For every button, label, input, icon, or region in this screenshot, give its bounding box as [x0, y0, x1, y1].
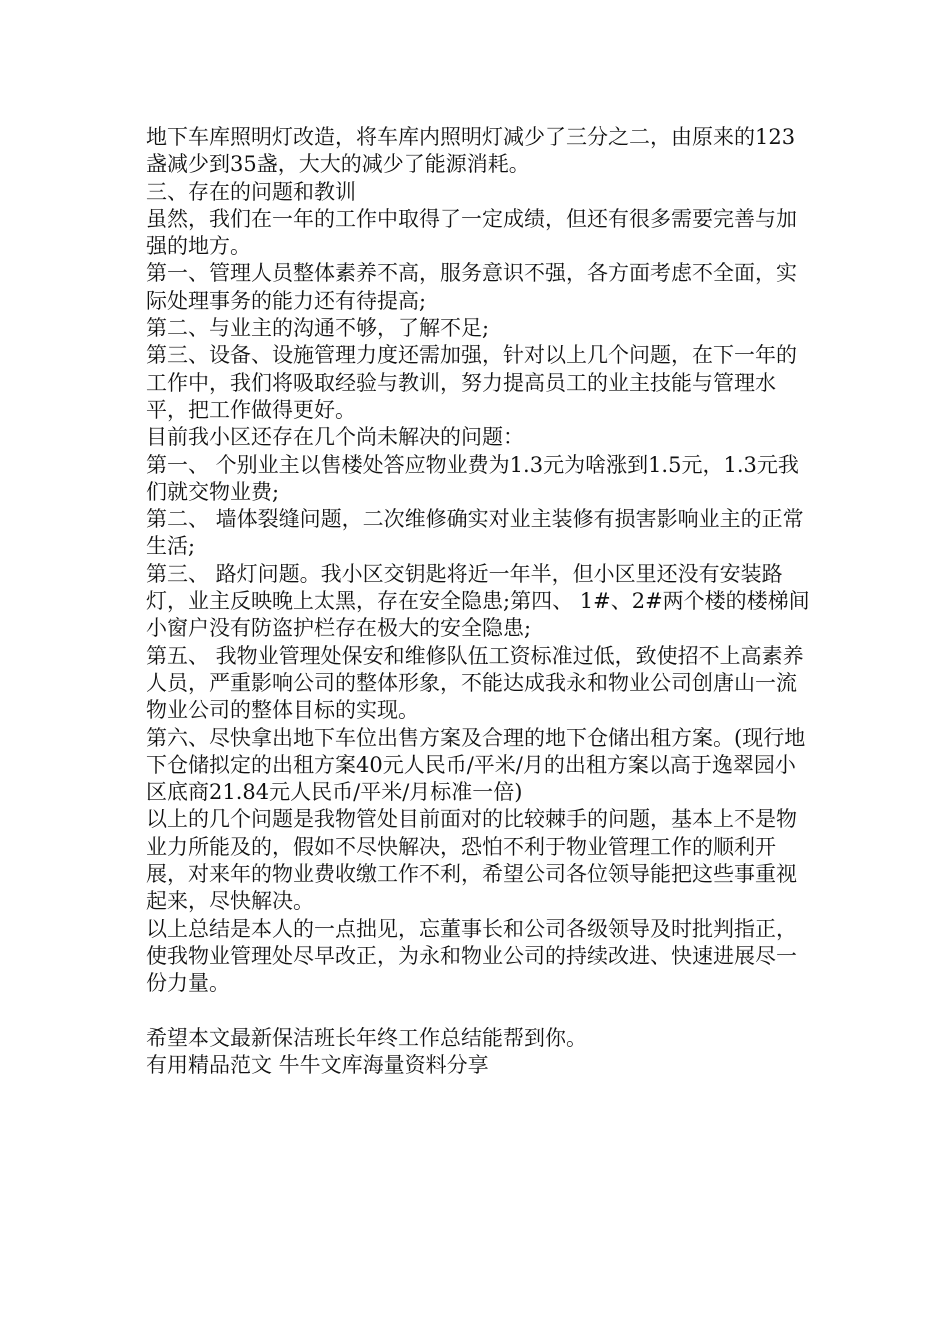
footer-source-line: 有用精品范文 牛牛文库海量资料分享 [146, 1052, 489, 1077]
paragraph-unsolved-6: 第六、尽快拿出地下车位出售方案及合理的地下仓储出租方案。(现行地下仓储拟定的出租方案40元人民币/平米/月的出租方案以高于逸翠园小区底商21.84元人民币/平米/月标准一倍) [146, 725, 806, 805]
closing-line: 希望本文最新保洁班长年终工作总结能帮到你。 [146, 1025, 587, 1050]
paragraph-summary-problems: 以上的几个问题是我物管处目前面对的比较棘手的问题，基本上不是物业力所能及的，假如不尽快解决，恐怕不利于物业管理工作的顺利开展，对来年的物业费收缴工作不利，希望公司各位领导能把这些事重视起来，尽快解决。 [146, 807, 797, 914]
paragraph-issue-2: 第二、与业主的沟通不够，了解不足; [146, 316, 490, 341]
section-heading-problems: 三、存在的问题和教训 [146, 179, 356, 204]
paragraph-intro: 虽然，我们在一年的工作中取得了一定成绩，但还有很多需要完善与加强的地方。 [146, 206, 797, 259]
paragraph-unsolved-5: 第五、 我物业管理处保安和维修队伍工资标准过低，致使招不上高素养人员，严重影响公司的整体形象，不能达成我永和物业公司创唐山一流物业公司的整体目标的实现。 [146, 643, 804, 723]
paragraph-issue-3: 第三、设备、设施管理力度还需加强，针对以上几个问题，在下一年的工作中，我们将吸取经验与教训，努力提高员工的业主技能与管理水平，把工作做得更好。 [146, 343, 797, 422]
paragraph-conclusion: 以上总结是本人的一点拙见，忘董事长和公司各级领导及时批判指正，使我物业管理处尽早改正，为永和物业公司的持续改进、快速进展尽一份力量。 [146, 916, 797, 996]
paragraph-garage-lighting: 地下车库照明灯改造，将车库内照明灯减少了三分之二，由原来的123盏减少到35盏，大大的减少了能源消耗。 [146, 125, 796, 177]
document-body [146, 124, 816, 1079]
paragraph-issue-1: 第一、管理人员整体素养不高，服务意识不强，各方面考虑不全面，实际处理事务的能力还有待提高; [146, 261, 797, 313]
paragraph-unsolved-intro: 目前我小区还存在几个尚未解决的问题： [146, 425, 524, 450]
paragraph-unsolved-3-4: 第三、 路灯问题。我小区交钥匙将近一年半，但小区里还没有安装路灯，业主反映晚上太黑，存在安全隐患;第四、 1#、2#两个楼的楼梯间小窗户没有防盗护栏存在极大的安全隐患; [146, 561, 810, 641]
paragraph-unsolved-1: 第一、 个别业主以售楼处答应物业费为1.3元为啥涨到1.5元，1.3元我们就交物业费; [146, 452, 799, 504]
paragraph-unsolved-2: 第二、 墙体裂缝问题，二次维修确实对业主装修有损害影响业主的正常生活; [146, 507, 804, 559]
blank-line [146, 998, 816, 1025]
